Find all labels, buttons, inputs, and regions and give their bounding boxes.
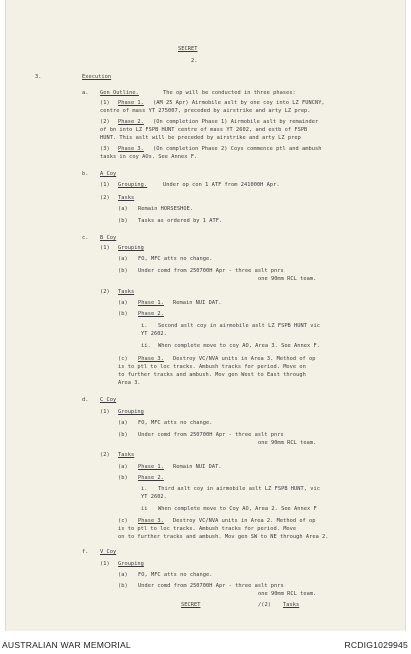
text-line: (On completion Phase 2) Coys commence ptl and ambush (153, 146, 322, 152)
para-letter: a. (82, 90, 89, 96)
text-line: is to ptl to loc tracks. Ambush tracks for period. Move (118, 526, 297, 532)
text-line: of bn into LZ FSPB HUNT centre of mass YT 2602, and estb of FSPB (100, 127, 308, 133)
para-letter: c. (82, 235, 89, 241)
para-heading: Gen Outline. (100, 90, 139, 96)
source-credit: AUSTRALIAN WAR MEMORIAL (2, 640, 131, 650)
item-number: (b) (118, 432, 128, 438)
text-line: When complete move to coy AO, Area 3. See Annex F. (158, 343, 320, 349)
text-line: FO, MFC atts no change. (138, 256, 213, 262)
text-line: YT 2602. (141, 494, 167, 500)
text-line: Remain NUI DAT. (173, 464, 222, 470)
grouping-label: Grouping (118, 245, 144, 251)
text-line: one 90mm RCL team. (258, 440, 317, 446)
item-number: i. (141, 323, 148, 329)
grouping-label: Grouping (118, 409, 144, 415)
text-line: (On completion Phase 1) Airmobile aslt by remainder (153, 119, 319, 125)
text-line: FO, MFC atts no change. (138, 572, 213, 578)
text-line: FO, MFC atts no change. (138, 420, 213, 426)
item-number: i. (141, 486, 148, 492)
subpara-number: (2) (100, 195, 110, 201)
item-number: (b) (118, 268, 128, 274)
subpara-number: (1) (100, 561, 110, 567)
classification-header: SECRET (178, 46, 198, 52)
text-line: Under op con 1 ATF from 241000H Apr. (163, 182, 280, 188)
subpara-number: (3) (100, 146, 110, 152)
text-line: to further tracks and ambush. Mov gen West to East through (118, 372, 306, 378)
item-number: (a) (118, 256, 128, 262)
subpara-number: (2) (100, 119, 110, 125)
text-line: Third aslt coy in airmobile aslt LZ FSPB HUNT, vic (158, 486, 320, 492)
para-heading: B Coy (100, 235, 117, 241)
text-line: Area 3. (118, 380, 141, 386)
item-number: (c) (118, 518, 128, 524)
subpara-number: (1) (100, 182, 110, 188)
item-number: (a) (118, 420, 128, 426)
grouping-label: Grouping. (118, 182, 148, 188)
section-title: Execution (82, 74, 112, 80)
para-letter: d. (82, 397, 89, 403)
item-number: (b) (118, 583, 128, 589)
para-letter: f. (82, 549, 89, 555)
text-line: is to ptl to loc tracks. Ambush tracks for period. Move on (118, 364, 306, 370)
text-line: HUNT. This aslt will be preceded by airstrike and arty LZ prep (100, 135, 301, 141)
text-line: Destroy VC/NVA units in Area 3. Method of op (173, 356, 316, 362)
item-number: (c) (118, 356, 128, 362)
text-line: tasks in coy AOs. See Annex F. (100, 154, 198, 160)
credit-strip (0, 631, 411, 654)
text-line: Under comd from 250700H Apr - three aslt pnrs (138, 583, 284, 589)
text-line: YT 2602. (141, 331, 167, 337)
text-line: Remain NUI DAT. (173, 300, 222, 306)
phase-label: Phase 1. (118, 100, 144, 106)
section-number: 3. (35, 74, 42, 80)
text-line: Second aslt coy in airmobile aslt LZ FSPB HUNT vic (158, 323, 320, 329)
tasks-label: Tasks (118, 452, 135, 458)
text-line: Under comd from 250700H Apr - three aslt pnrs (138, 432, 284, 438)
item-number: (b) (118, 475, 128, 481)
text-line: on to further tracks and ambush. Mov gen SW to NE through Area 2. (118, 534, 329, 540)
item-number: ii. (141, 343, 151, 349)
tasks-label: Tasks (118, 195, 135, 201)
page-number: 2. (191, 58, 198, 64)
text-line: Destroy VC/NVA units in Area 2. Method of op (173, 518, 316, 524)
subpara-number: (1) (100, 245, 110, 251)
text-line: centre of mass YT 275007, preceded by airstrike and arty LZ prep. (100, 108, 311, 114)
text-line: Tasks as ordered by 1 ATF. (138, 218, 223, 224)
para-heading: A Coy (100, 171, 117, 177)
item-number: (a) (118, 300, 128, 306)
item-number: ii (141, 506, 148, 512)
text-line: one 90mm RCL team. (258, 276, 317, 282)
classification-footer: SECRET (181, 602, 201, 608)
text-line: When complete move to Coy AO, Area 2. See Annex F (158, 506, 317, 512)
text-line: Under comd from 250700H Apr - three aslt pnrs (138, 268, 284, 274)
item-number: (b) (118, 311, 128, 317)
phase-label: Phase 1. (138, 300, 164, 306)
continuation-marker: /(2) (258, 602, 271, 608)
phase-label: Phase 3. (118, 146, 144, 152)
phase-label: Phase 2. (118, 119, 144, 125)
para-text: The op will be conducted in three phases: (163, 90, 296, 96)
subpara-number: (2) (100, 289, 110, 295)
item-number: (a) (118, 206, 128, 212)
tasks-label: Tasks (118, 289, 135, 295)
phase-label: Phase 2. (138, 475, 164, 481)
grouping-label: Grouping (118, 561, 144, 567)
phase-label: Phase 2. (138, 311, 164, 317)
continuation-label: Tasks (283, 602, 300, 608)
para-heading: V Coy (100, 549, 117, 555)
phase-label: Phase 1. (138, 464, 164, 470)
phase-label: Phase 3. (138, 518, 164, 524)
subpara-number: (1) (100, 100, 110, 106)
record-id: RCDIG1029945 (344, 640, 408, 650)
text-line: (AM 25 Apr) Airmobile aslt by one coy into LZ FUNCNY, (153, 100, 325, 106)
subpara-number: (2) (100, 452, 110, 458)
item-number: (a) (118, 572, 128, 578)
text-line: Remain HORSESHOE. (138, 206, 194, 212)
para-heading: C Coy (100, 397, 117, 403)
para-letter: b. (82, 171, 89, 177)
text-line: one 90mm RCL team. (258, 591, 317, 597)
item-number: (a) (118, 464, 128, 470)
subpara-number: (1) (100, 409, 110, 415)
item-number: (b) (118, 218, 128, 224)
phase-label: Phase 3. (138, 356, 164, 362)
